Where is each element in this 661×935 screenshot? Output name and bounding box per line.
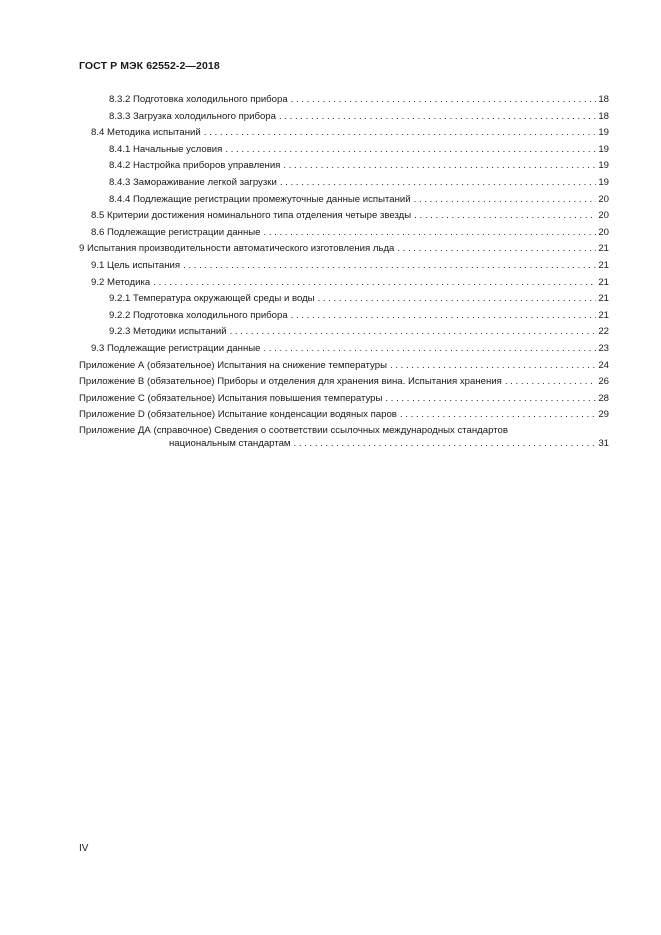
toc-entry-text: 8.3.2 Подготовка холодильного прибора: [109, 94, 288, 105]
toc-entry[interactable]: [79, 208, 609, 225]
toc-page-number: 26: [598, 376, 609, 388]
toc-entry-text: Приложение С (обязательное) Испытания повышения температуры: [79, 392, 383, 404]
toc-leader-dots: [385, 391, 596, 408]
toc-page-number: 19: [598, 143, 609, 155]
toc-entry-text: Приложение ДА (справочное) Сведения о соответствии ссылочных международных стандартов: [79, 424, 508, 436]
toc-entry-text: 9.2.2 Подготовка холодильного прибора: [109, 309, 288, 321]
toc-leader-dots: [414, 192, 597, 209]
toc-entry-text: 9.3 Подлежащие регистрации данные: [91, 342, 261, 354]
toc-leader-dots: [505, 374, 596, 391]
toc-page-number: 21: [598, 259, 609, 271]
toc-entry[interactable]: [79, 192, 609, 209]
toc-leader-dots: [183, 258, 596, 275]
toc-page-number: 29: [598, 409, 609, 421]
toc-entry-text: 8.4.2 Настройка приборов управления: [109, 160, 281, 172]
toc-page-number: 18: [598, 94, 609, 105]
toc-page-number: 23: [598, 342, 609, 354]
toc-entry-text: 8.4.4 Подлежащие регистрации промежуточные данные испытаний: [109, 193, 411, 205]
toc-page-number: 31: [598, 437, 609, 449]
toc-page-number: 19: [598, 176, 609, 188]
toc-entry-text: Приложение А (обязательное) Испытания на снижение температуры: [79, 359, 387, 371]
toc-entry[interactable]: [79, 324, 609, 341]
toc-entry-text: 8.5 Критерии достижения номинального типа отделения четыре звезды: [91, 210, 412, 222]
toc-leader-dots: [225, 142, 596, 159]
toc-page-number: 19: [598, 127, 609, 139]
toc-entry-text: 9.1 Цель испытания: [91, 259, 181, 271]
toc-leader-dots: [153, 275, 596, 292]
toc-entry-text: 9.2.1 Температура окружающей среды и воды: [109, 293, 315, 305]
toc-list: [79, 92, 609, 424]
toc-leader-dots: [279, 109, 596, 126]
toc-entry[interactable]: [79, 225, 609, 242]
toc-entry-text-continued: национальным стандартам: [169, 437, 291, 449]
toc-leader-dots: [291, 308, 597, 325]
toc-page-number: 21: [598, 309, 609, 321]
toc-leader-dots: [294, 437, 597, 450]
toc-entry[interactable]: [79, 158, 609, 175]
toc-entry[interactable]: [79, 341, 609, 358]
toc-leader-dots: [263, 341, 596, 358]
toc-entry-text: 8.4.3 Замораживание легкой загрузки: [109, 176, 277, 188]
toc-entry-text: Приложение D (обязательное) Испытание конденсации водяных паров: [79, 409, 397, 421]
toc-page-number: 21: [598, 293, 609, 305]
toc-entry-text: 8.6 Подлежащие регистрации данные: [91, 226, 261, 238]
document-header: ГОСТ Р МЭК 62552-2—2018: [79, 60, 220, 72]
toc-entry[interactable]: [79, 308, 609, 325]
toc-leader-dots: [318, 291, 597, 308]
toc-entry[interactable]: [79, 109, 609, 126]
toc-entry[interactable]: [79, 125, 609, 142]
toc-entry-text: 9.2 Методика: [91, 276, 151, 288]
toc-entry[interactable]: [79, 258, 609, 275]
toc-leader-dots: [230, 324, 597, 341]
toc-entry[interactable]: [79, 92, 609, 109]
toc-leader-dots: [283, 158, 596, 175]
toc-leader-dots: [204, 125, 597, 142]
toc-entry[interactable]: [79, 374, 609, 391]
toc-leader-dots: [291, 92, 597, 109]
toc-page-number: 28: [598, 392, 609, 404]
toc-entry[interactable]: [79, 142, 609, 159]
toc-page-number: 22: [598, 326, 609, 338]
table-of-contents: [79, 92, 609, 450]
toc-entry-annex-da[interactable]: [79, 424, 609, 450]
toc-page-number: 18: [598, 110, 609, 122]
toc-entry[interactable]: [79, 175, 609, 192]
toc-leader-dots: [400, 407, 596, 424]
toc-entry-text: Приложение В (обязательное) Приборы и отделения для хранения вина. Испытания хранения: [79, 376, 502, 388]
toc-entry[interactable]: [79, 358, 609, 375]
toc-leader-dots: [263, 225, 596, 242]
toc-page-number: 19: [598, 160, 609, 172]
toc-entry[interactable]: [79, 275, 609, 292]
toc-page-number: 20: [598, 226, 609, 238]
toc-page-number: 20: [598, 210, 609, 222]
toc-entry-text: 9 Испытания производительности автоматического изготовления льда: [79, 243, 395, 255]
toc-entry[interactable]: [79, 241, 609, 258]
toc-entry-text: 8.3.3 Загрузка холодильного прибора: [109, 110, 276, 122]
toc-entry[interactable]: [79, 291, 609, 308]
toc-leader-dots: [280, 175, 597, 192]
toc-entry[interactable]: [79, 407, 609, 424]
toc-entry-text: 8.4 Методика испытаний: [91, 127, 201, 139]
toc-page-number: 24: [598, 359, 609, 371]
toc-leader-dots: [397, 241, 596, 258]
toc-entry[interactable]: [79, 391, 609, 408]
toc-leader-dots: [414, 208, 596, 225]
page-number-footer: IV: [79, 843, 89, 854]
toc-page-number: 21: [598, 276, 609, 288]
toc-page-number: 21: [598, 243, 609, 255]
toc-entry-text: 9.2.3 Методики испытаний: [109, 326, 227, 338]
toc-page-number: 20: [598, 193, 609, 205]
toc-leader-dots: [390, 358, 596, 375]
toc-entry-text: 8.4.1 Начальные условия: [109, 143, 223, 155]
